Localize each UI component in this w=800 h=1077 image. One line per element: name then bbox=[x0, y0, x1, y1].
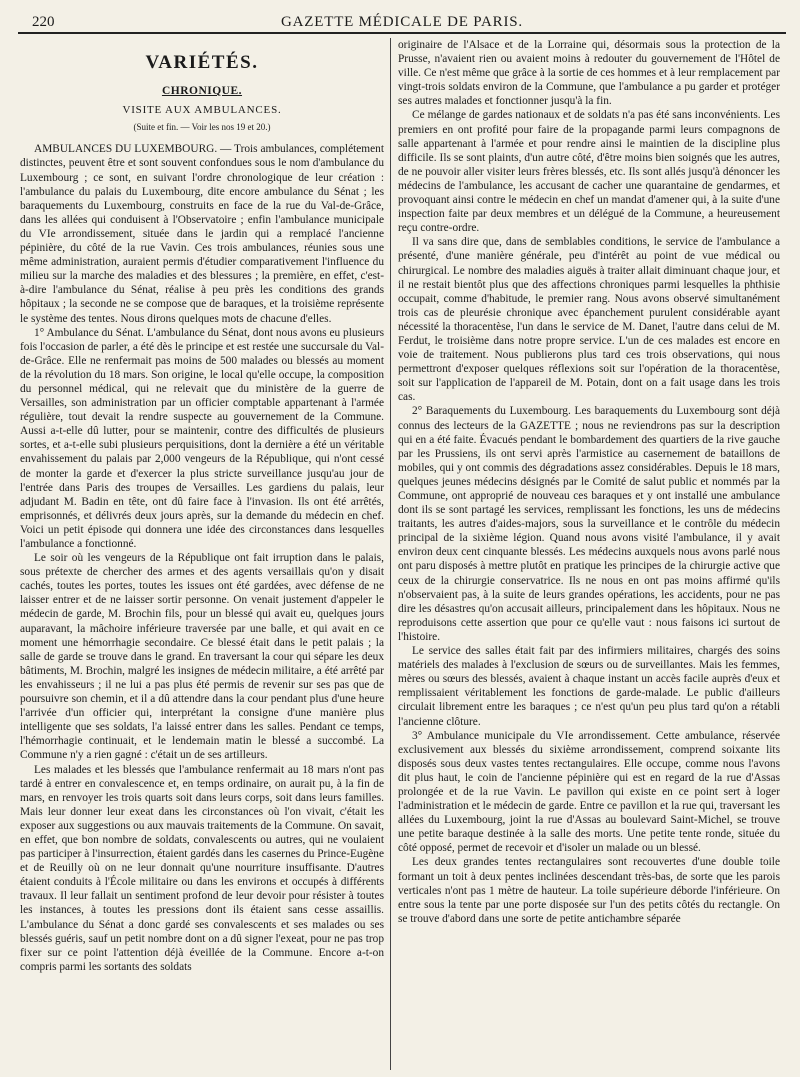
paragraph-convalescents: Les malades et les blessés que l'ambulance renfermait au 18 mars n'ont pas tardé à entrer en convalescence et, en temps ordinaire, on aurait pu, à la fin de mars, en renvoyer les trois quarts soit dans leurs corps, soit dans leurs familles. Mais leur donner leur exeat dans les circonstances où l'on vivait, c'était les exposer aux suggestions ou aux mauvais traitements de la Commune. On savait, en effet, que bon nombre de soldats, convalescents ou autres, qui ne voulaient pas participer à l'insurrection, étaient gardés dans les casernes du Prince-Eugène et de Reuilly où on ne leur donnait qu'une nourriture insuffisante. D'autres étaient conduits à l'École militaire ou dans les environs et occupés à différents travaux. Il leur fallait un sentiment profond de leur devoir pour résister à toutes les instances, à toutes les pressions dont ils étaient sans cesse assaillis. L'ambulance du Sénat a donc gardé ses convalescents et ses malades ou ses blessés guéris, sauf un petit nombre dont on a dû signer l'exeat, pour ne pas trop fixer sur ce point l'attention déjà éveillée de la Commune. Encore a-t-on compris parmi les sortants des soldats bbox=[20, 763, 384, 973]
paragraph-gardes-nationaux: Ce mélange de gardes nationaux et de soldats n'a pas été sans inconvénients. Les premiers en ont profité pour faire de la propagande parmi leurs compagnons de salle appartenant à l'armée et pour rendre ainsi le maintien de la discipline plus difficile. Ils se sont plaints, d'un autre côté, d'être moins bien soignés que les autres, de ne pouvoir aller visiter leurs frères blessés, etc. Ils sont allés jusqu'à dénoncer les médecins de l'ambulance, les accusant de cacher une quarantaine de gendarmes, et provoquant ainsi contre le médecin en chef un mandat d'amener qui, à la suite d'une inspection faite par deux membres et un délégué de la Commune, a heureusement reçu contre-ordre. bbox=[398, 109, 780, 235]
paragraph-luxembourg-intro: AMBULANCES DU LUXEMBOURG. — Trois ambulances, complétement distinctes, peuvent être et sont souvent confondues sous le nom d'ambulance du Luxembourg ; ce sont, en suivant l'ordre chronologique de leur création : l'ambulance du palais du Luxembourg, dite encore ambulance du Sénat ; les baraquements du Luxembourg, construits en face de la rue du Val-de-Grâce, dans les allées qui conduisent à l'Observatoire ; enfin l'ambulance municipale du VIe arrondissement, située dans le jardin qui a remplacé l'ancienne pépinière, du côté de la rue Vavin. Ces trois ambulances, réunies sous une même administration, auraient permis d'étudier comparativement l'influence du milieu sur la marche des maladies et des blessures ; la première, en effet, c'est-à-dire l'ambulance du Sénat, réalise à peu près les conditions des grands hôpitaux ; la seconde ne se compose que de baraques, et la troisième représente le système des tentes. Nous dirons quelques mots de chacune d'elles. bbox=[20, 143, 384, 325]
column-divider bbox=[390, 38, 391, 1070]
paragraph-service-salles: Le service des salles était fait par des infirmiers militaires, chargés des soins matériels des malades à l'exclusion de sœurs ou de surveillantes. Mais les femmes, mères ou sœurs des blessés, avaient à chaque instant un accès facile auprès d'eux et remplissaient véritablement les fonctions de garde-malade. Le public d'ailleurs circulait librement entre les baraques ; ce n'est qu'un peu plus tard qu'on a rétabli l'ancienne clôture. bbox=[398, 645, 780, 728]
page-header bbox=[18, 6, 786, 34]
right-column bbox=[398, 38, 780, 1070]
paragraph-ambulance-senat: 1° Ambulance du Sénat. L'ambulance du Sénat, dont nous avons eu plusieurs fois l'occasion de parler, a été dès le principe et est restée une succursale du Val-de-Grâce. Elle ne renfermait pas moins de 500 malades ou blessés au moment de la révolution du 18 mars. Son origine, le local qu'elle occupe, la composition du personnel médical, qui ne relevait que du ministère de la guerre de Versailles, son administration par un officier comptable appartenant à l'armée régulière, tout devait la rendre suspecte au gouvernement de la Commune. Aussi a-t-elle dû lutter, pour se maintenir, contre des difficultés de plusieurs sortes, et a-t-elle subi plusieurs perquisitions, dont la dernière a été un véritable envahissement du palais par 2,000 vengeurs de la République, qui n'ont cessé de monter la garde et d'exercer la plus stricte surveillance jusqu'au jour de l'entrée dans Paris des troupes de Versailles. Les gardiens du palais, leur adjudant M. Badin en tête, ont dû faire face à l'invasion. Ils ont été arrêtés, emprisonnés, et délivrés deux jours après, sur la demande du médecin en chef. Voici un petit épisode qui donnera une idée des circonstances dans lesquelles l'ambulance a fonctionné. bbox=[20, 326, 384, 550]
article-subtitle: VISITE AUX AMBULANCES. bbox=[122, 104, 282, 117]
subsection-title: CHRONIQUE. bbox=[161, 85, 243, 98]
section-title: VARIÉTÉS. bbox=[145, 52, 259, 73]
paragraph-continuation: originaire de l'Alsace et de la Lorraine qui, désormais sous la protection de la Prusse, n'avaient rien ou avaient moins à redouter du gouvernement de l'Hôtel de ville. Ce n'est même que grâce à la sortie de ces hommes et à leur remplacement par vingt-trois soldats environ de la Commune, que l'ambulance a pu garder et protéger ses autres malades et fonctionner jusqu'à la fin. bbox=[398, 39, 780, 108]
page-number: 220 bbox=[32, 14, 55, 30]
paragraph-episode: Le soir où les vengeurs de la République ont fait irruption dans le palais, sous prétexte de chercher des armes et des agents versaillais qu'on y disait cachés, toutes les portes, toutes les issues ont été gardées, avec défense de ne laisser entrer et de ne laisser sortir personne. On venait justement d'appeler le médecin de garde, M. Brochin fils, pour un blessé qui avait eu, quelques jours auparavant, la mâchoire inférieure traversée par une balle, et qui avait en ce moment une hémorrhagie secondaire. Ce blessé était dans le petit palais ; la salle de garde se trouve dans le grand. En traversant la cour qui sépare les deux bâtiments, M. Brochin, malgré les insignes de médecin militaire, a été arrêté par les envahisseurs ; il ne lui a pas plus été permis de revenir sur ses pas que de poursuivre son chemin, et il a dû attendre dans la cour pendant plus d'une heure l'arrivée d'un officier qui, interprétant la consigne d'une manière plus intelligente que ses soldats, l'a laissé entrer dans les salles. Pendant ce temps, l'hémorrhagie continuait, et le lendemain matin le blessé a succombé. La Commune n'y a rien gagné : c'était un de ses artilleurs. bbox=[20, 552, 384, 762]
paragraph-baraquements: 2° Baraquements du Luxembourg. Les baraquements du Luxembourg sont déjà connus des lecteurs de la GAZETTE ; nous ne reviendrons pas sur la description qui en a été faite. Évacués pendant le bombardement des quartiers de la rive gauche par les Prussiens, ils ont servi après l'armistice au casernement de bataillons de mobiles, qui y ont commis des dégradations assez considérables. Depuis le 18 mars, quelques jeunes médecins désignés par le Comité de salut public et nommés par la Commune, ont approprié de nouveau ces baraques et y ont installé une ambulance dont ils se sont partagé les services, remplissant les fonctions, les uns de médecins traitants, les autres d'aides-majors, sous la surveillance et le contrôle du médecin principal de la sixième légion. Quand nous avons visité l'ambulance, il y avait environ deux cent cinquante blessés. Les médecins auxquels nous avons parlé nous ont paru disposés à mettre plutôt en pratique les principes de la chirurgie active que ceux de la chirurgie conservatrice. Ils ne nous en ont pas moins affirmé qu'ils n'observaient pas, à la suite de leurs grandes opérations, les accidents, pour ne pas dire les désastres qu'on accusait ailleurs, principalement dans les hôpitaux. Nous ne reproduisons cette assertion que pour ce qu'elle vaut : nous faisons ici surtout de l'histoire. bbox=[398, 405, 780, 643]
left-column bbox=[20, 38, 384, 1070]
paragraph-tentes: Les deux grandes tentes rectangulaires sont recouvertes d'une double toile formant un toit à deux pentes inclinées descendant très-bas, de sorte que les parois verticales n'ont pas 1 mètre de hauteur. La toile supérieure déborde l'inférieure. On entre sous la tente par une porte disposée sur l'un des petits côtés du rectangle. On se trouve d'abord dans une sorte de petite antichambre séparée bbox=[398, 856, 780, 925]
continuation-note: (Suite et fin. — Voir les nos 19 et 20.) bbox=[133, 122, 271, 133]
journal-title: GAZETTE MÉDICALE DE PARIS. bbox=[281, 14, 523, 30]
paragraph-service-medical: Il va sans dire que, dans de semblables conditions, le service de l'ambulance a présenté, d'une manière générale, peu d'intérêt au point de vue médical ou chirurgical. Le nombre des maladies aiguës à traiter allait diminuant chaque jour, et il ne restait bientôt plus que des affections chroniques parmi lesquelles la phthisie occupait, comme d'habitude, le premier rang. Nous avons observé simultanément trois cas de pleurésie chronique avec épanchement purulent considérable ayant nécessité la thoracentèse, l'un dans le service de M. Danet, l'autre dans celui de M. Ferdut, le troisième dans notre propre service. L'un de ces malades est encore en voie de traitement. Nous publierons plus tard ces trois observations, qui nous permettront d'exposer quelques réflexions soit sur l'opération de la thoracentèse, soit sur l'application de l'appareil de M. Potain, dont on a fait usage dans les trois cas. bbox=[398, 236, 780, 404]
paragraph-ambulance-municipale: 3° Ambulance municipale du VIe arrondissement. Cette ambulance, réservée exclusivement aux blessés du sixième arrondissement, comprend soixante lits disposés sous deux vastes tentes rectangulaires. Elle occupe, comme nous l'avons dit plus haut, le coin de l'ancienne pépinière qui est en regard de la rue d'Assas prolongée et de la rue Vavin. Le pavillon qui existe en ce point sert à loger l'administration et le médecin de garde. Entre ce pavillon et la rue qui, traversant les allées du Luxembourg, joint la rue d'Assas au boulevard Saint-Michel, se trouve une petite baraque destinée à la salle des morts. Une petite tente ronde, située du côté opposé, permet de recevoir et d'isoler un malade ou un blessé. bbox=[398, 729, 780, 855]
